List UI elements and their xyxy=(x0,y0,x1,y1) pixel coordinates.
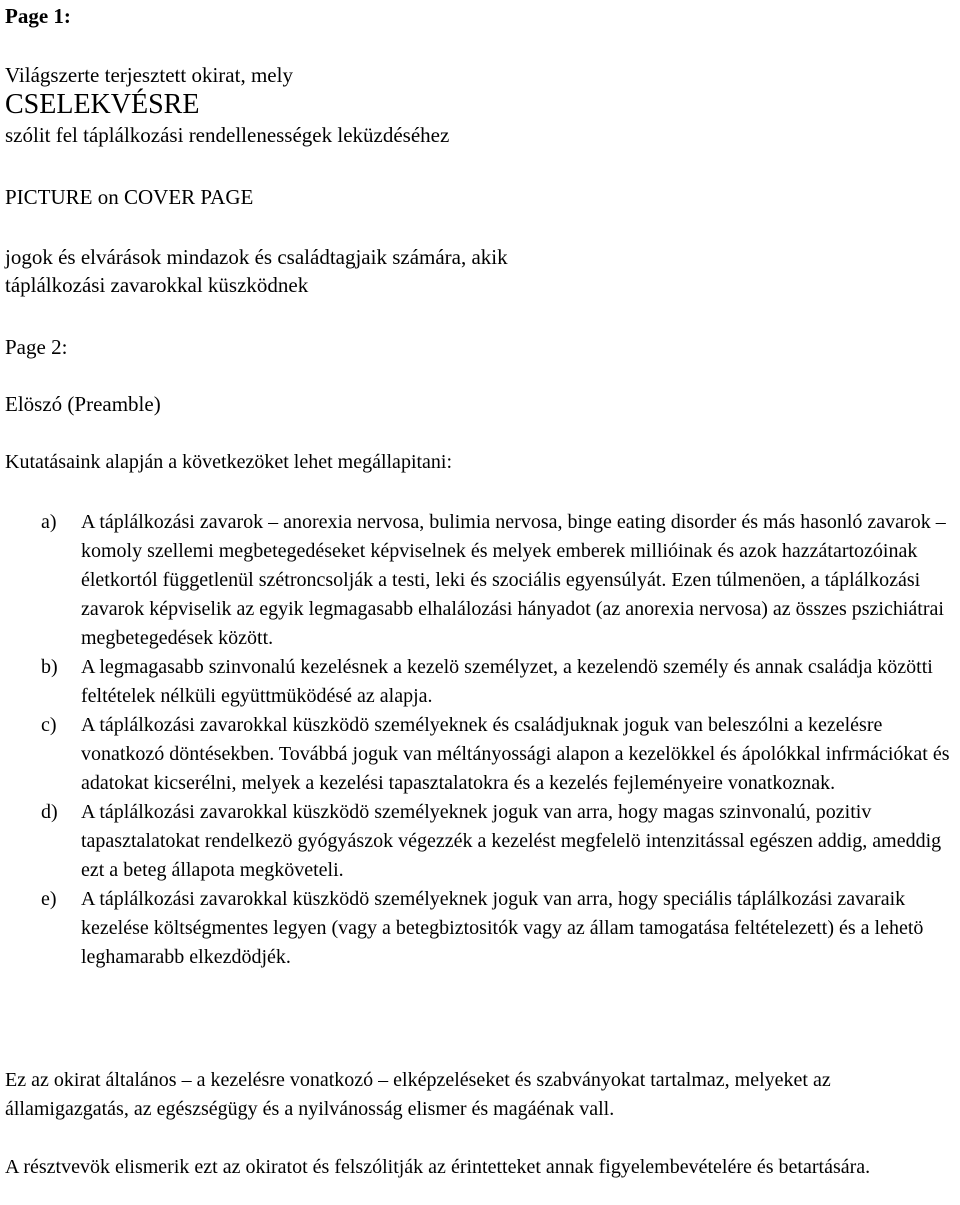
list-item xyxy=(5,885,955,972)
preamble-heading: Elöszó (Preamble) xyxy=(5,392,161,416)
list-item-text: A legmagasabb szinvonalú kezelésnek a kezelö személyzet, a kezelendö személy és annak családja közötti feltételek nélküli együttmüködésé az alapja. xyxy=(81,656,933,707)
list-item xyxy=(5,711,955,798)
findings-intro: Kutatásaink alapján a következöket lehet megállapitani: xyxy=(5,451,453,473)
intro-block xyxy=(5,60,449,150)
intro-line: Világszerte terjesztett okirat, mely xyxy=(5,63,293,87)
rights-line: jogok és elvárások mindazok és családtagjaik számára, akik xyxy=(5,245,508,269)
list-item-text: A táplálkozási zavarokkal küszködö személyeknek joguk van arra, hogy speciális táplálkozási zavaraik kezelése költségmentes legyen (vagy a betegbiztositók vagy az állam tamogatása feltételezett) és a lehetö leghamarabb elkezdödjék. xyxy=(81,888,924,968)
list-item-text: A táplálkozási zavarokkal küszködö személyeknek joguk van arra, hogy magas szinvonalú, pozitiv tapasztalatokat rendelkezö gyógyászok végezzék a kezelést megfelelö intenzitással egészen addig, ameddig ezt a beteg állapota megköveteli. xyxy=(81,801,942,881)
list-item xyxy=(5,798,955,885)
closing-paragraph: A résztvevök elismerik ezt az okiratot és felszólitják az érintetteket annak figyelembevételére és betartására. xyxy=(5,1156,871,1178)
cover-page-note: PICTURE on COVER PAGE xyxy=(5,185,254,209)
list-marker: b) xyxy=(41,656,58,678)
list-item xyxy=(5,653,955,711)
intro-title: CSELEKVÉSRE xyxy=(5,89,200,120)
list-item xyxy=(5,508,955,653)
findings-list xyxy=(5,508,955,972)
rights-line: táplálkozási zavarokkal küszködnek xyxy=(5,273,309,297)
page-1-heading: Page 1: xyxy=(5,4,71,28)
list-item-text: A táplálkozási zavarok – anorexia nervosa, bulimia nervosa, binge eating disorder és más hasonló zavarok – komoly szellemi megbetegedéseket képviselnek és melyek emberek millióinak és azok hazzátartozóinak életkortól függetlenül szétroncsolják a testi, leki és szociális egyensúlyát. Ezen túlmenöen, a táplálkozási zavarok képviselik az egyik legmagasabb elhalálozási hányadot (az anorexia nervosa) az összes pszichiátrai megbetegedések között. xyxy=(81,511,946,649)
intro-line: szólit fel táplálkozási rendellenességek leküzdéséhez xyxy=(5,123,450,147)
list-marker: d) xyxy=(41,801,58,823)
page-2-heading: Page 2: xyxy=(5,335,68,359)
rights-block xyxy=(5,243,508,299)
list-marker: e) xyxy=(41,888,57,910)
list-marker: a) xyxy=(41,511,57,533)
list-item-text: A táplálkozási zavarokkal küszködö személyeknek és családjuknak joguk van beleszólni a kezelésre vonatkozó döntésekben. Továbbá joguk van méltányossági alapon a kezelökkel és ápolókkal infrmációkat és adatokat kicserélni, melyek a kezelési tapasztalatokra és a kezelés fejleményeire vonatkoznak. xyxy=(81,714,950,794)
list-marker: c) xyxy=(41,714,57,736)
closing-paragraph: Ez az okirat általános – a kezelésre vonatkozó – elképzeléseket és szabványokat tartalmaz, melyeket az államigazgatás, az egészségügy és a nyilvánosság elismer és magáénak vall. xyxy=(5,1069,831,1120)
